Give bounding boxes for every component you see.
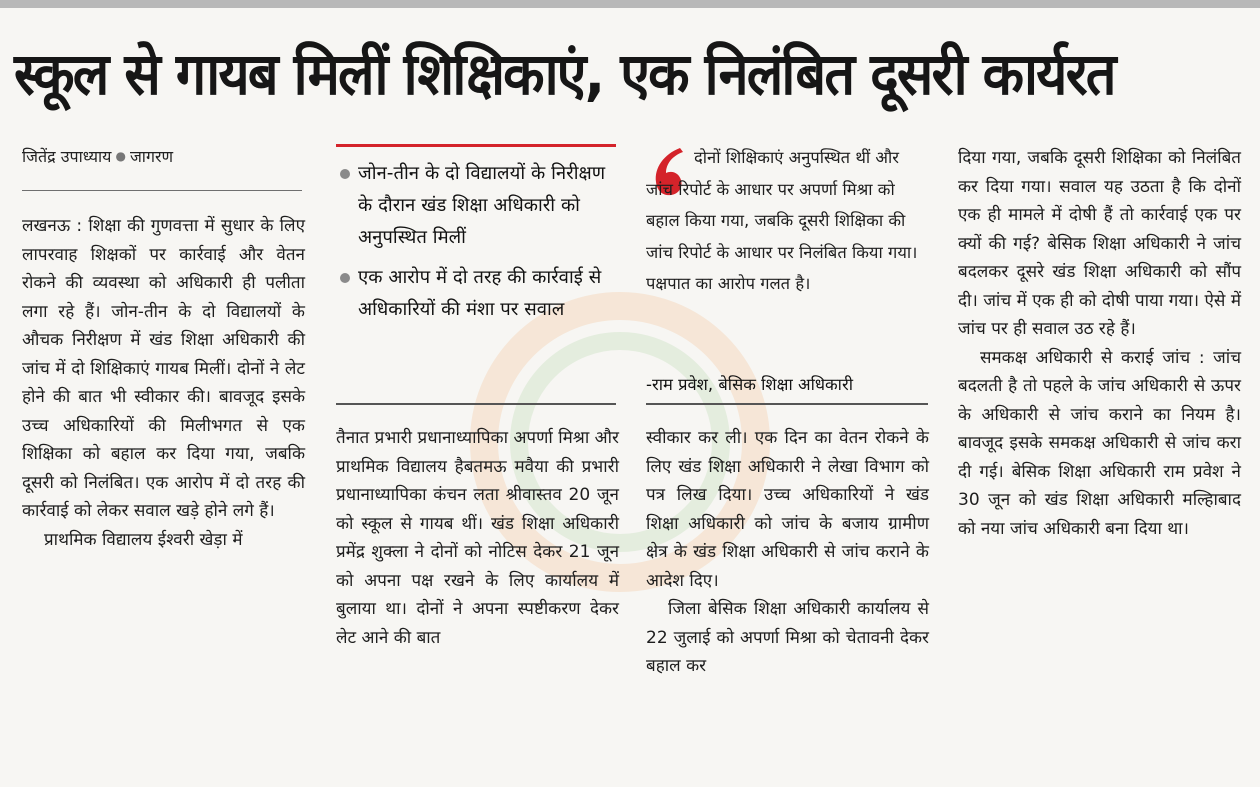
paragraph: प्राथमिक विद्यालय ईश्वरी खेड़ा में (44, 529, 243, 550)
bullet-dot-icon: ● (115, 149, 126, 163)
quote-bottom-rule (646, 403, 928, 405)
highlight-point: जोन-तीन के दो विद्यालयों के निरीक्षण के दौरान खंड शिक्षा अधिकारी को अनुपस्थित मिलीं (340, 158, 612, 254)
paragraph: तैनात प्रभारी प्रधानाध्यापिका अपर्णा मिश्रा और प्राथमिक विद्यालय हैबतमऊ मवैया की प्रभारी प्रधानाध्यापिका कंचन लता श्रीवास्तव 20 जून को स्कूल से गायब थीं। खंड शिक्षा अधिकारी प्रमेंद्र शुक्ला ने दोनों को नोटिस देकर 21 जून को अपना पक्ष रखने के लिए कार्यालय में बुलाया था। दोनों ने अपना स्पष्टीकरण देकर लेट आने की बात (336, 428, 619, 648)
byline (22, 144, 307, 169)
attribution-title: बेसिक शिक्षा अधिकारी (718, 375, 853, 394)
article-column-2 (336, 424, 619, 652)
pull-quote-text: दोनों शिक्षिकाएं अनुपस्थित थीं और जांच रिपोर्ट के आधार पर अपर्णा मिश्रा को बहाल किया गया, जबकि दूसरी शिक्षिका की जांच रिपोर्ट के आधार पर निलंबित किया गया। पक्षपात का आरोप गलत है। (646, 148, 918, 293)
article-column-1 (22, 212, 305, 554)
quote-attribution (646, 372, 921, 398)
paragraph: लखनऊ : शिक्षा की गुणवत्ता में सुधार के लिए लापरवाह शिक्षकों पर कार्रवाई और वेतन रोकने की व्यवस्था को अधिकारी ही पलीता लगा रहे हैं। जोन-तीन के दो विद्यालयों के औचक निरीक्षण में खंड शिक्षा अधिकारी की जांच में दो शिक्षिकाएं गायब मिलीं। दोनों ने लेट होने की बात भी स्वीकार की। बावजूद इसके उच्च अधिकारियों की मिलीभगत से एक शिक्षिका को बहाल कर दिया गया, जबकि दूसरी को निलंबित। एक आरोप में दो तरह की कार्रवाई को लेकर सवाल खड़े होने लगे हैं। (22, 216, 305, 521)
byline-source: जागरण (129, 147, 174, 166)
highlight-box (340, 158, 612, 334)
highlight-top-rule (336, 144, 616, 147)
article-column-3 (646, 424, 929, 681)
byline-rule (22, 190, 302, 191)
highlight-point: एक आरोप में दो तरह की कार्रवाई से अधिकारियों की मंशा पर सवाल (340, 262, 612, 326)
byline-author: जितेंद्र उपाध्याय (22, 147, 112, 166)
article-column-4 (958, 144, 1241, 543)
paragraph: स्वीकार कर ली। एक दिन का वेतन रोकने के लिए खंड शिक्षा अधिकारी ने लेखा विभाग को पत्र लिख दिया। उच्च अधिकारियों ने खंड शिक्षा अधिकारी को जांच के बजाय ग्रामीण क्षेत्र के खंड शिक्षा अधिकारी से जांच कराने के आदेश दिए। (646, 428, 929, 591)
attribution-name: -राम प्रवेश, (646, 375, 714, 394)
pull-quote (646, 142, 924, 300)
highlight-bottom-rule (336, 403, 616, 405)
headline: स्कूल से गायब मिलीं शिक्षिकाएं, एक निलंबित दूसरी कार्यरत (14, 40, 1115, 108)
paragraph: समकक्ष अधिकारी से कराई जांच : जांच बदलती है तो पहले के जांच अधिकारी से ऊपर के अधिकारी से जांच कराने का नियम है। बावजूद इसके समकक्ष अधिकारी से जांच करा दी गई। बेसिक शिक्षा अधिकारी राम प्रवेश ने 30 जून को खंड शिक्षा अधिकारी मल्हिाबाद को नया जांच अधिकारी बना दिया था। (958, 347, 1241, 539)
top-border (0, 0, 1260, 8)
paragraph: जिला बेसिक शिक्षा अधिकारी कार्यालय से 22 जुलाई को अपर्णा मिश्रा को चेतावनी देकर बहाल कर (646, 599, 929, 676)
paragraph: दिया गया, जबकि दूसरी शिक्षिका को निलंबित कर दिया गया। सवाल यह उठता है कि दोनों एक ही मामले में दोषी हैं तो कार्रवाई एक पर क्यों की गई? बेसिक शिक्षा अधिकारी ने जांच बदलकर दूसरे खंड शिक्षा अधिकारी को सौंप दी। जांच में एक ही को दोषी पाया गया। ऐसे में जांच पर ही सवाल उठ रहे हैं। (958, 148, 1241, 339)
